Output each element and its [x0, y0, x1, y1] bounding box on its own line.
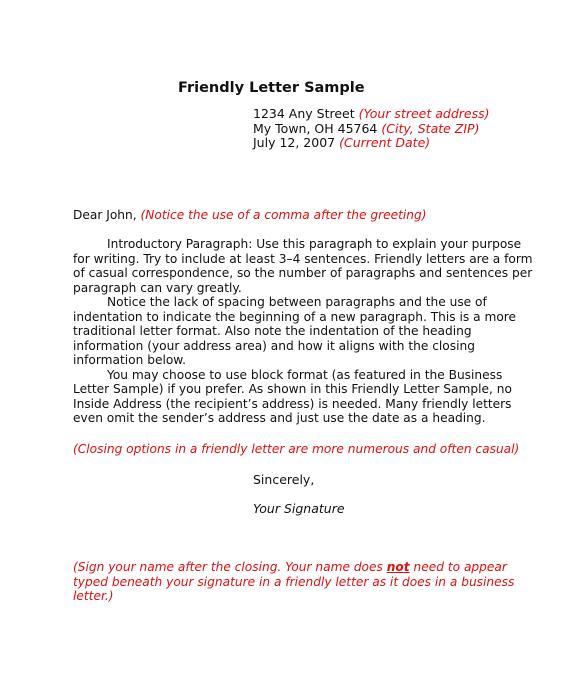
salutation-line: [73, 208, 533, 223]
heading-block: [253, 107, 490, 151]
letter-body: [73, 237, 533, 426]
closing-note: (Closing options in a friendly letter are more numerous and often casual): [73, 442, 520, 456]
body-paragraph-intro: Introductory Paragraph: Use this paragraph to explain your purpose for writing. Try to include at least 3–4 sentences. Friendly letters are a form of casual correspondence, so the number of paragraphs and sentences per paragraph can vary greatly.: [73, 237, 533, 295]
closing-note-block: [73, 442, 533, 457]
heading-date-line: [253, 136, 490, 151]
page-title: Friendly Letter Sample: [178, 80, 365, 96]
closing: Sincerely,: [253, 472, 315, 487]
body-paragraph-block-format: You may choose to use block format (as featured in the Business Letter Sample) if you prefer. As shown in this Friendly Letter Sample, no Inside Address (the recipient’s address) is needed. Many friendly letters even omit the sender’s address and just use the date as a heading.: [73, 367, 512, 425]
city-state-zip: My Town, OH 45764: [253, 120, 378, 136]
city-note: (City, State ZIP): [381, 120, 480, 136]
sign-note-block: [73, 560, 533, 604]
sign-note-part1: (Sign your name after the closing. Your name does: [73, 560, 387, 574]
sign-note-part2: need to appear typed beneath your signature in a friendly letter as it does in a business letter.): [73, 560, 515, 603]
heading-street-line: [253, 107, 490, 122]
street-note: (Your street address): [358, 106, 490, 121]
date-note: (Current Date): [339, 135, 431, 150]
street-address: 1234 Any Street: [253, 106, 355, 121]
salutation-note: (Notice the use of a comma after the greeting): [140, 208, 427, 222]
salutation: Dear John,: [73, 208, 137, 222]
body-paragraph-indentation: Notice the lack of spacing between paragraphs and the use of indentation to indicate the beginning of a new paragraph. This is a more traditional letter format. Also note the indentation of the heading information (your address area) and how it aligns with the closing information below.: [73, 295, 517, 367]
sign-note-emphasis: not: [386, 560, 410, 574]
heading-city-line: [253, 122, 490, 137]
letter-date: July 12, 2007: [253, 135, 336, 150]
signature: Your Signature: [253, 501, 345, 516]
sign-note: [73, 560, 533, 604]
